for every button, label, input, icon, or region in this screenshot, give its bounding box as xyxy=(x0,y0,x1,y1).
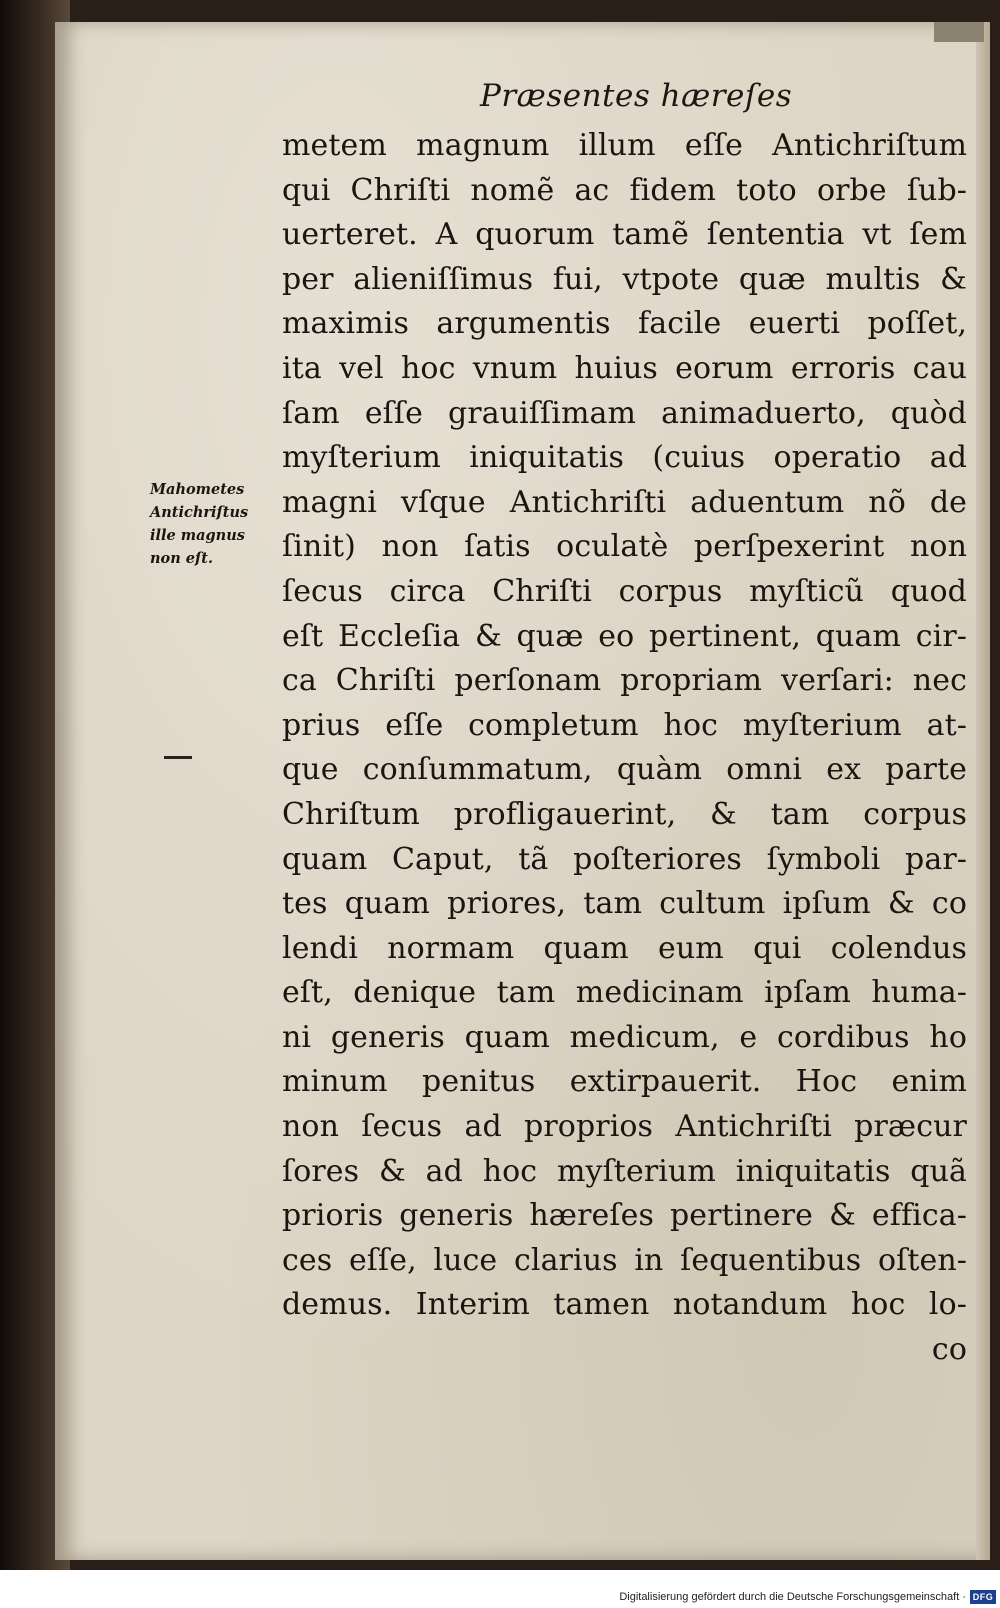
catchword: co xyxy=(931,1332,967,1368)
text-line: maximis argumentis facile euerti poſſet, xyxy=(282,306,967,342)
marginal-note-line: ille magnus xyxy=(150,527,245,544)
page-edge xyxy=(976,22,990,1560)
text-line: ni generis quam medicum, e cordibus ho xyxy=(282,1019,967,1055)
text-line: ca Chriſti perſonam propriam verſari: nec xyxy=(282,663,967,699)
text-line: ſinit) non ſatis oculatè perſpexerint non xyxy=(282,529,967,565)
running-head: Præsentes hæreſes xyxy=(480,78,793,114)
body-text xyxy=(282,124,967,1373)
text-line: ſores & ad hoc myſterium iniquitatis quã xyxy=(282,1153,967,1189)
text-line: myſterium iniquitatis (cuius operatio ad xyxy=(282,440,967,476)
marginal-note-line: Mahometes xyxy=(150,481,245,498)
text-line: ita vel hoc vnum huius eorum erroris cau xyxy=(282,350,967,386)
text-line: ſam eſſe grauiſſimam animaduerto, quòd xyxy=(282,395,967,431)
text-line: metem magnum illum eſſe Antichriſtum xyxy=(282,128,967,163)
text-line: non ſecus ad proprios Antichriſti præcur xyxy=(282,1109,967,1145)
text-line: qui Chriſti nomẽ ac fidem toto orbe ſub- xyxy=(282,172,967,208)
marginal-note-line: Antichriſtus xyxy=(150,504,249,521)
text-line: magni vſque Antichriſti aduentum nõ de xyxy=(282,484,967,520)
text-line: ſecus circa Chriſti corpus myſticũ quod xyxy=(282,573,967,609)
text-line: lendi normam quam eum qui colendus xyxy=(282,930,967,966)
text-line: prius eſſe completum hoc myſterium at- xyxy=(282,707,967,743)
text-line: ces eſſe, luce clarius in ſequentibus oſten- xyxy=(282,1242,967,1278)
text-line: eſt, denique tam medicinam ipſam huma- xyxy=(282,975,967,1011)
text-line: prioris generis hæreſes pertinere & effica- xyxy=(282,1198,967,1234)
marginal-note-line: non eſt. xyxy=(150,550,214,567)
text-line: minum penitus extirpauerit. Hoc enim xyxy=(282,1064,967,1100)
funding-credit: Digitalisierung gefördert durch die Deutsche Forschungsgemeinschaft · xyxy=(619,1591,966,1603)
text-line: per alieniſſimus fui, vtpote quæ multis & xyxy=(282,261,967,297)
dfg-logo: DFG xyxy=(970,1590,996,1604)
marginal-dash xyxy=(164,756,192,759)
text-line: demus. Interim tamen notandum hoc lo- xyxy=(282,1287,967,1323)
marginal-note xyxy=(150,478,270,570)
text-line: eſt Eccleſia & quæ eo pertinent, quam cir- xyxy=(282,618,967,654)
text-line: que conſummatum, quàm omni ex parte xyxy=(282,752,967,788)
text-line: Chriſtum profligauerint, & tam corpus xyxy=(282,796,967,832)
text-line: tes quam priores, tam cultum ipſum & co xyxy=(282,886,967,922)
text-line: quam Caput, tã poſteriores ſymboli par- xyxy=(282,841,967,877)
corner-tab xyxy=(934,22,984,42)
text-line: uerteret. A quorum tamẽ ſententia vt ſem xyxy=(282,217,967,253)
